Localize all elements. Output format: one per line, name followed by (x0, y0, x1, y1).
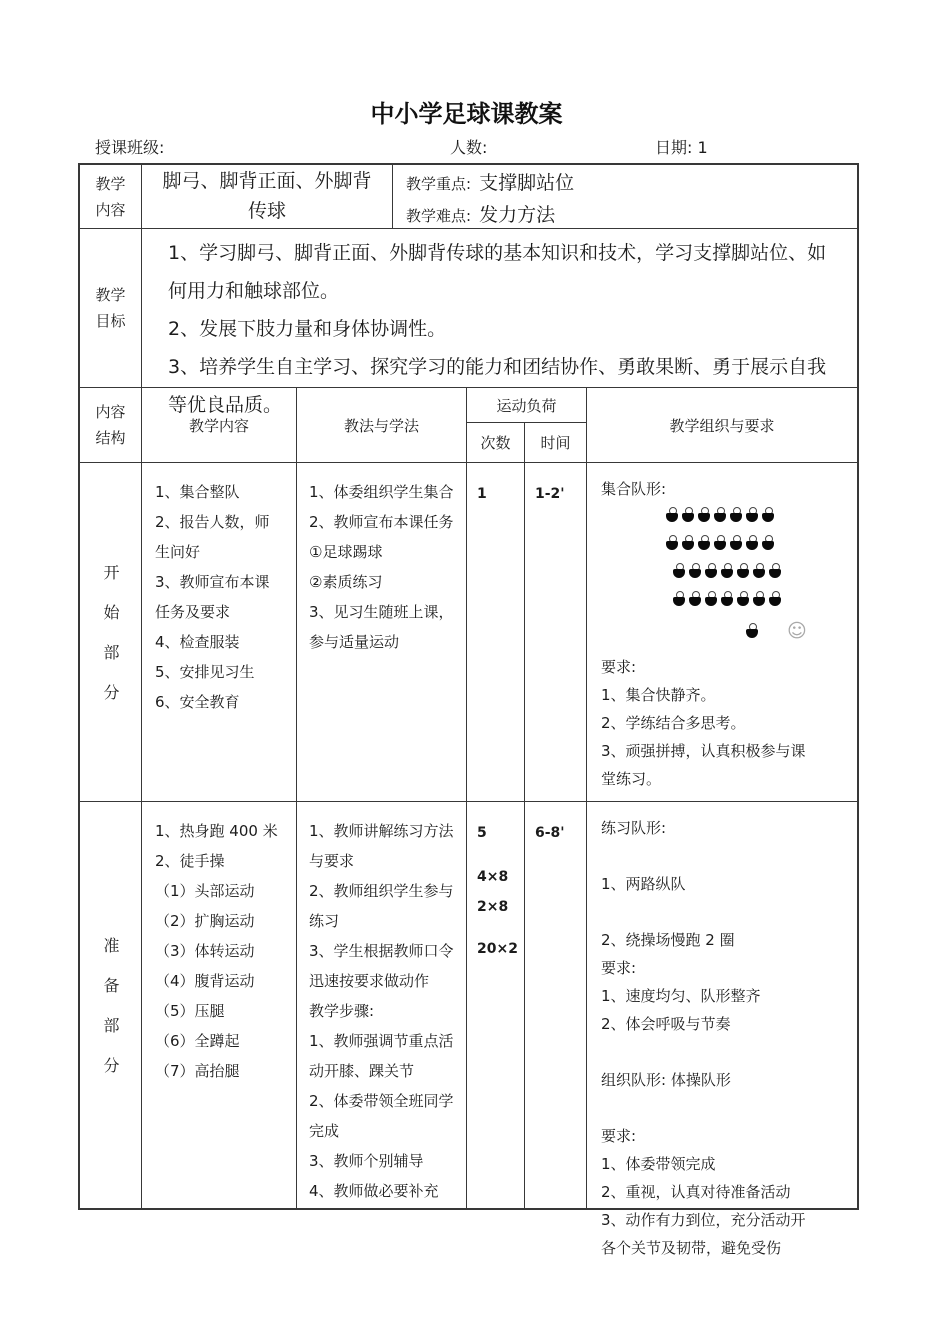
student-icon (672, 563, 686, 580)
content-item: 1、集合整队 (155, 483, 240, 501)
reps-value: 5 (477, 825, 487, 841)
difficulty-value: 发力方法 (479, 204, 556, 226)
teaching-focus-line (406, 168, 857, 200)
lesson-plan-table (78, 163, 859, 1257)
org-line: 2、学练结合多思考。 (601, 714, 746, 732)
opening-requirements (601, 653, 819, 793)
student-icon (745, 535, 759, 552)
student-icon (720, 563, 734, 580)
org-line: 要求: (601, 959, 637, 977)
org-line: 要求: (601, 658, 637, 676)
formation-label: 集合队形: (601, 480, 667, 498)
header-teaching-content: 教学内容 (142, 388, 297, 463)
header-time: 时间 (525, 423, 587, 463)
goal-item: 2、发展下肢力量和身体协调性。 (168, 318, 447, 340)
content-item: （5）压腿 (155, 1002, 225, 1020)
student-icon (761, 507, 775, 524)
teaching-goals-label: 教学 目标 (80, 229, 142, 388)
header-exercise-load: 运动负荷 (467, 388, 587, 423)
section-opening-name: 开始部分 (80, 463, 142, 802)
method-item: 3、见习生随班上课，参与适量运动 (309, 603, 454, 651)
method-item: 1、教师讲解练习方法与要求 (309, 822, 454, 870)
content-item: 4、检查服装 (155, 633, 240, 651)
org-line: 要求: (601, 1127, 637, 1145)
formation-row (665, 507, 819, 535)
content-item: 3、教师宣布本课任务及要求 (155, 573, 270, 621)
content-item: 1、热身跑 400 米 (155, 822, 278, 840)
reps-value: 1 (477, 486, 487, 502)
opening-content-cell (142, 463, 297, 802)
student-icon (665, 507, 679, 524)
method-item: 2、教师组织学生参与练习 (309, 882, 454, 930)
section-preparation-name: 准备部分 (80, 802, 142, 1208)
org-line: 组织队形: 体操队形 (601, 1071, 731, 1089)
org-line: 1、两路纵队 (601, 875, 686, 893)
content-item: 5、安排见习生 (155, 663, 255, 681)
reps-value: 4×8 (477, 869, 509, 885)
student-icon (752, 591, 766, 608)
method-item: 3、学生根据教师口令迅速按要求做动作 (309, 942, 454, 990)
org-line: 1、集合快静齐。 (601, 686, 716, 704)
student-icon (768, 563, 782, 580)
student-icon (729, 535, 743, 552)
method-item: 4、教师做必要补充 (309, 1182, 439, 1200)
teacher-icon (745, 623, 759, 640)
student-icon (713, 535, 727, 552)
org-line (601, 898, 819, 926)
date-field (655, 136, 708, 160)
method-item: ①足球踢球 (309, 543, 383, 561)
content-item: 2、报告人数，师生问好 (155, 513, 270, 561)
header-organization: 教学组织与要求 (587, 388, 857, 463)
teaching-content-value: 脚弓、脚背正面、外脚背传球 (142, 165, 393, 229)
focus-difficulty-cell (393, 165, 857, 229)
formation-row (672, 591, 819, 619)
org-line: 练习队形: (601, 819, 667, 837)
opening-organization-cell (587, 463, 857, 802)
teaching-content-label: 教学 内容 (80, 165, 142, 229)
teacher-row (745, 620, 819, 653)
preparation-organization-cell (587, 802, 857, 1257)
focus-label: 教学重点: (406, 175, 472, 193)
reps-value: 20×2 (477, 941, 518, 957)
goal-item: 1、学习脚弓、脚背正面、外脚背传球的基本知识和技术，学习支撑脚站位、如何用力和触球部位。 (168, 242, 827, 302)
content-item: （3）体转运动 (155, 942, 255, 960)
org-line (601, 1094, 819, 1122)
header-methods: 教法与学法 (297, 388, 467, 463)
opening-methods-cell (297, 463, 467, 802)
method-item: 2、体委带领全班同学完成 (309, 1092, 454, 1140)
formation-grid (665, 507, 819, 619)
student-icon (672, 591, 686, 608)
difficulty-label: 教学难点: (406, 207, 472, 225)
method-item: 1、体委组织学生集合 (309, 483, 454, 501)
student-icon (665, 535, 679, 552)
org-line: 2、绕操场慢跑 2 圈 (601, 931, 735, 949)
org-line: 1、速度均匀、队形整齐 (601, 987, 761, 1005)
formation-row (665, 535, 819, 563)
content-item: （1）头部运动 (155, 882, 255, 900)
method-item: 3、教师个别辅导 (309, 1152, 424, 1170)
preparation-content-cell (142, 802, 297, 1208)
student-icon (681, 507, 695, 524)
reps-value: 2×8 (477, 899, 509, 915)
focus-value: 支撑脚站位 (479, 172, 575, 194)
student-icon (697, 535, 711, 552)
opening-time-cell: 1-2' (525, 463, 587, 802)
teaching-difficulty-line (406, 200, 857, 232)
method-item: 1、教师强调节重点活动开膝、踝关节 (309, 1032, 454, 1080)
date-value: 1 (697, 138, 708, 157)
student-icon (688, 563, 702, 580)
student-icon (681, 535, 695, 552)
preparation-reps-cell (467, 802, 525, 1208)
student-icon (761, 535, 775, 552)
method-item: 2、教师宣布本课任务 (309, 513, 454, 531)
student-icon (697, 507, 711, 524)
student-icon (720, 591, 734, 608)
content-item: 6、安全教育 (155, 693, 240, 711)
student-icon (688, 591, 702, 608)
opening-reps-cell (467, 463, 525, 802)
page-title: 中小学足球课教案 (370, 100, 563, 128)
student-icon (736, 591, 750, 608)
content-item: （6）全蹲起 (155, 1032, 240, 1050)
org-line: 1、体委带领完成 (601, 1155, 716, 1173)
preparation-time-cell: 6-8' (525, 802, 587, 1208)
org-line: 3、动作有力到位，充分活动开各个关节及韧带，避免受伤 (601, 1211, 806, 1257)
goal-item: 3、培养学生自主学习、探究学习的能力和团结协作、勇敢果断、勇于展示自我等优良品质。 (168, 356, 827, 416)
formation-row (672, 563, 819, 591)
date-label: 日期: (655, 138, 693, 157)
student-icon (729, 507, 743, 524)
content-item: 2、徒手操 (155, 852, 225, 870)
header-reps: 次数 (467, 423, 525, 463)
smiley-icon: ☺ (787, 620, 807, 642)
content-item: （7）高抬腿 (155, 1062, 240, 1080)
student-icon (713, 507, 727, 524)
class-label: 授课班级: (95, 138, 165, 157)
org-line: 2、体会呼吸与节奏 (601, 1015, 731, 1033)
content-item: （4）腹背运动 (155, 972, 255, 990)
info-row (78, 136, 855, 160)
org-line (601, 842, 819, 870)
student-icon (704, 591, 718, 608)
method-item: ②素质练习 (309, 573, 383, 591)
student-icon (736, 563, 750, 580)
student-icon (768, 591, 782, 608)
student-icon (752, 563, 766, 580)
student-count-label: 人数: (450, 138, 488, 157)
content-item: （2）扩胸运动 (155, 912, 255, 930)
method-item: 教学步骤: (309, 1002, 375, 1020)
student-icon (745, 507, 759, 524)
student-icon (704, 563, 718, 580)
org-line: 2、重视，认真对待准备活动 (601, 1183, 791, 1201)
org-line: 3、顽强拼搏，认真积极参与课堂练习。 (601, 742, 806, 788)
preparation-methods-cell (297, 802, 467, 1208)
header-structure: 内容 结构 (80, 388, 142, 463)
org-line (601, 1038, 819, 1066)
